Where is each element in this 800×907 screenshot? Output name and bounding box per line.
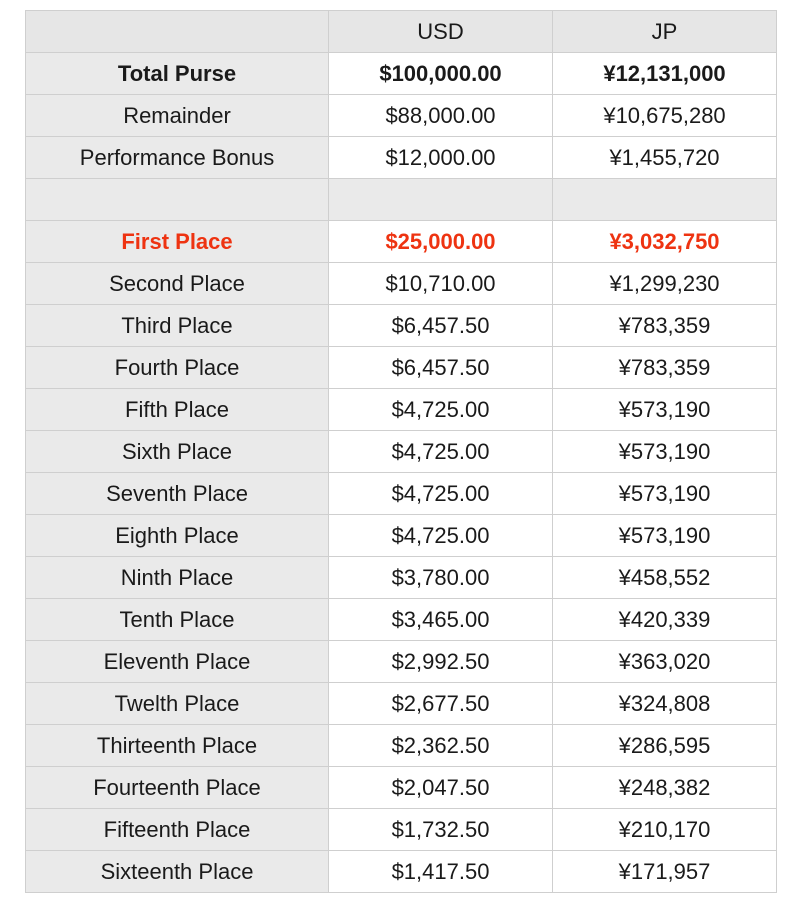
header-jp-cell: JP (553, 11, 777, 53)
usd-value: $2,677.50 (329, 683, 553, 725)
header-row (26, 11, 777, 53)
usd-value: $2,362.50 (329, 725, 553, 767)
place-row (26, 599, 777, 641)
place-row (26, 767, 777, 809)
row-label: Eleventh Place (26, 641, 329, 683)
jp-value: ¥12,131,000 (553, 53, 777, 95)
jp-value: ¥3,032,750 (553, 221, 777, 263)
usd-value: $3,465.00 (329, 599, 553, 641)
place-row (26, 431, 777, 473)
usd-value: $1,417.50 (329, 851, 553, 893)
row-label: Sixteenth Place (26, 851, 329, 893)
row-label: Thirteenth Place (26, 725, 329, 767)
row-label: Fourteenth Place (26, 767, 329, 809)
place-row (26, 221, 777, 263)
usd-value: $4,725.00 (329, 515, 553, 557)
row-label: Performance Bonus (26, 137, 329, 179)
jp-value: ¥573,190 (553, 431, 777, 473)
usd-value: $2,047.50 (329, 767, 553, 809)
purse-table-container (25, 10, 776, 893)
usd-value: $1,732.50 (329, 809, 553, 851)
row-label: Ninth Place (26, 557, 329, 599)
row-label: Third Place (26, 305, 329, 347)
place-row (26, 515, 777, 557)
place-row (26, 305, 777, 347)
jp-value: ¥286,595 (553, 725, 777, 767)
remainder-row (26, 95, 777, 137)
place-row (26, 851, 777, 893)
row-label: Total Purse (26, 53, 329, 95)
jp-value: ¥10,675,280 (553, 95, 777, 137)
jp-value: ¥783,359 (553, 347, 777, 389)
jp-value: ¥458,552 (553, 557, 777, 599)
usd-value: $100,000.00 (329, 53, 553, 95)
spacer-cell (553, 179, 777, 221)
jp-value: ¥1,299,230 (553, 263, 777, 305)
spacer-cell (26, 179, 329, 221)
place-row (26, 389, 777, 431)
usd-value: $25,000.00 (329, 221, 553, 263)
place-row (26, 347, 777, 389)
place-row (26, 263, 777, 305)
usd-value: $2,992.50 (329, 641, 553, 683)
total-purse-row (26, 53, 777, 95)
row-label: Second Place (26, 263, 329, 305)
row-label: Tenth Place (26, 599, 329, 641)
usd-value: $12,000.00 (329, 137, 553, 179)
place-row (26, 557, 777, 599)
place-row (26, 725, 777, 767)
row-label: First Place (26, 221, 329, 263)
usd-value: $4,725.00 (329, 389, 553, 431)
place-row (26, 473, 777, 515)
purse-table (25, 10, 777, 893)
place-row (26, 641, 777, 683)
row-label: Twelth Place (26, 683, 329, 725)
row-label: Seventh Place (26, 473, 329, 515)
usd-value: $10,710.00 (329, 263, 553, 305)
jp-value: ¥171,957 (553, 851, 777, 893)
spacer-cell (329, 179, 553, 221)
jp-value: ¥783,359 (553, 305, 777, 347)
jp-value: ¥573,190 (553, 515, 777, 557)
usd-value: $6,457.50 (329, 305, 553, 347)
row-label: Sixth Place (26, 431, 329, 473)
usd-value: $3,780.00 (329, 557, 553, 599)
usd-value: $4,725.00 (329, 431, 553, 473)
jp-value: ¥324,808 (553, 683, 777, 725)
place-row (26, 809, 777, 851)
header-usd-cell: USD (329, 11, 553, 53)
jp-value: ¥573,190 (553, 389, 777, 431)
header-label-cell (26, 11, 329, 53)
jp-value: ¥210,170 (553, 809, 777, 851)
usd-value: $88,000.00 (329, 95, 553, 137)
jp-value: ¥1,455,720 (553, 137, 777, 179)
row-label: Fourth Place (26, 347, 329, 389)
jp-value: ¥363,020 (553, 641, 777, 683)
spacer-row (26, 179, 777, 221)
jp-value: ¥248,382 (553, 767, 777, 809)
row-label: Fifteenth Place (26, 809, 329, 851)
row-label: Fifth Place (26, 389, 329, 431)
jp-value: ¥573,190 (553, 473, 777, 515)
row-label: Eighth Place (26, 515, 329, 557)
performance-bonus-row (26, 137, 777, 179)
usd-value: $4,725.00 (329, 473, 553, 515)
row-label: Remainder (26, 95, 329, 137)
usd-value: $6,457.50 (329, 347, 553, 389)
place-row (26, 683, 777, 725)
jp-value: ¥420,339 (553, 599, 777, 641)
